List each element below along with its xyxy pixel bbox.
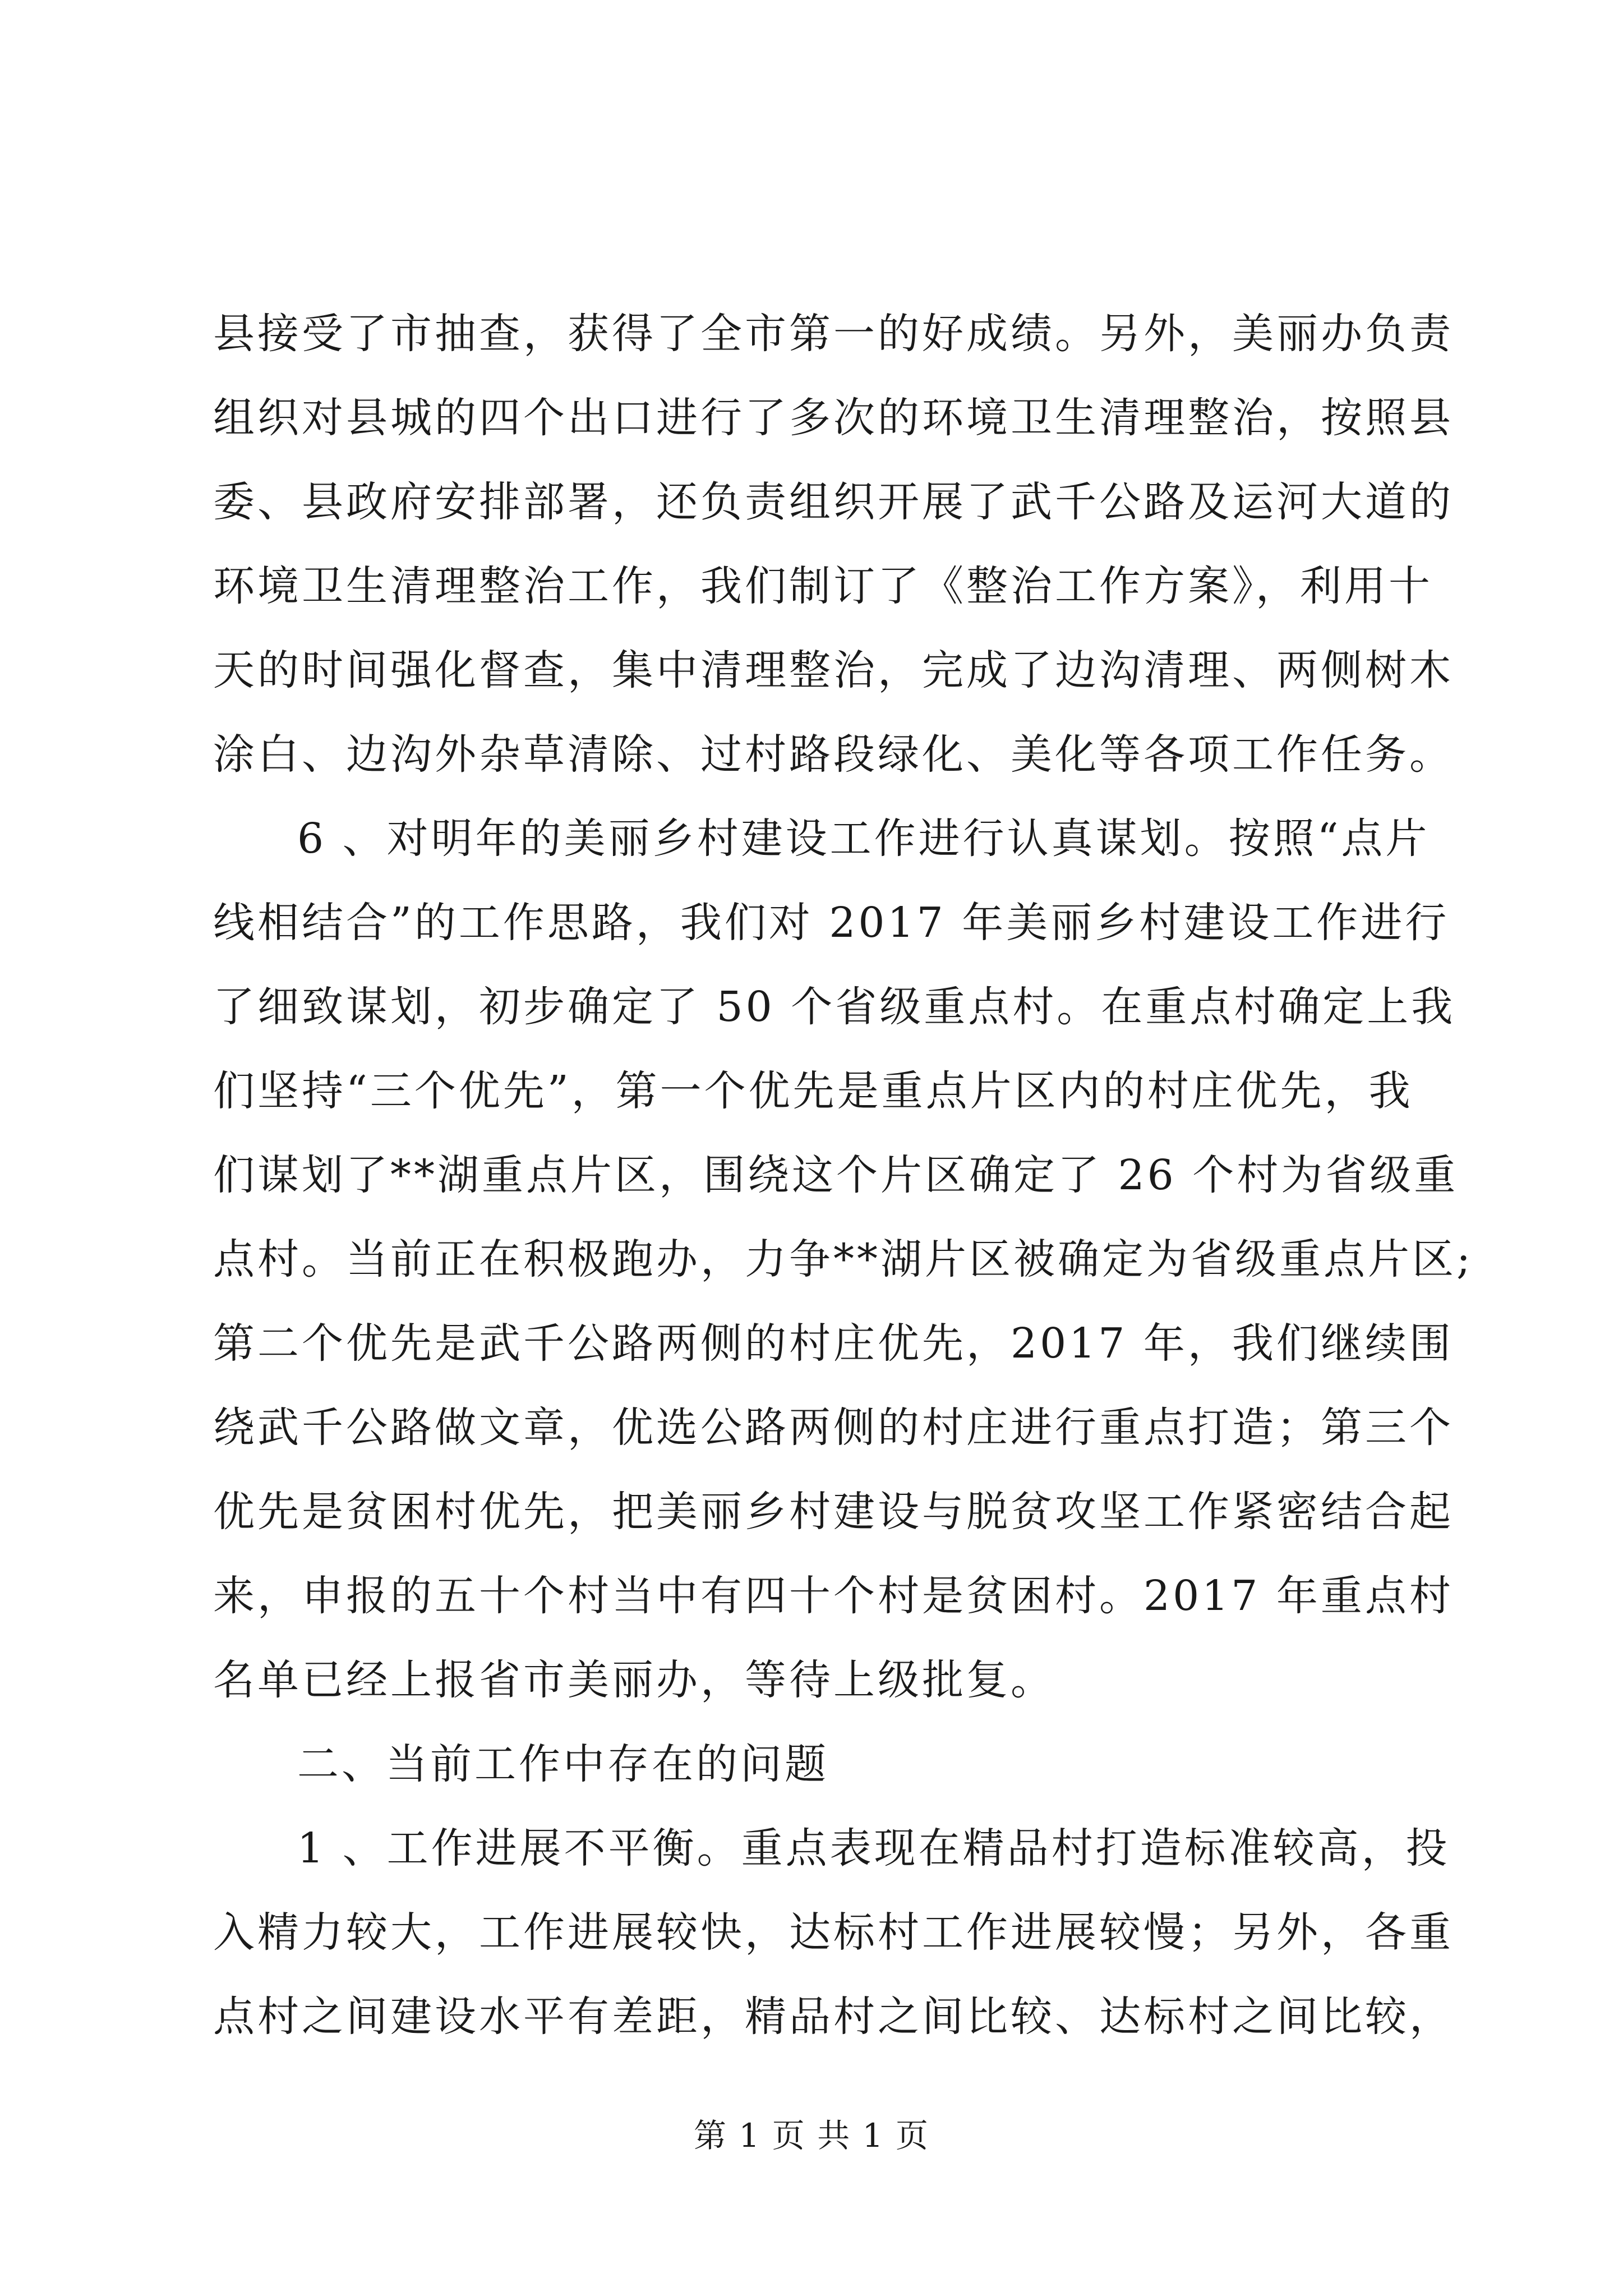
text-line: 委、县政府安排部署，还负责组织开展了武千公路及运河大道的 [213,478,1454,526]
text-line: 点村之间建设水平有差距，精品村之间比较、达标村之间比较， [213,1993,1454,2041]
text-line: 线相结合”的工作思路，我们对 2017 年美丽乡村建设工作进行 [213,899,1450,947]
text-line: 来，申报的五十个村当中有四十个村是贫困村。2017 年重点村 [213,1572,1454,1620]
text-line: 优先是贫困村优先，把美丽乡村建设与脱贫攻坚工作紧密结合起 [213,1488,1454,1536]
page-footer [0,2109,1623,2156]
text-line: 了细致谋划，初步确定了 50 个省级重点村。在重点村确定上我 [213,983,1456,1031]
text-line: 们谋划了**湖重点片区，围绕这个片区确定了 26 个村为省级重 [213,1151,1459,1199]
paragraph-item-6 [213,797,1473,1722]
text-line: 入精力较大，工作进展较快，达标村工作进展较慢；另外，各重 [213,1908,1454,1957]
text-line: 绕武千公路做文章，优选公路两侧的村庄进行重点打造；第三个 [213,1404,1454,1452]
text-line: 们坚持“三个优先”，第一个优先是重点片区内的村庄优先，我 [213,1067,1413,1115]
text-line: 县接受了市抽查，获得了全市第一的好成绩。另外，美丽办负责 [213,310,1454,358]
document-body [213,292,1473,2059]
paragraph-continuation [213,292,1454,797]
page-number-label: 第 1 页 共 1 页 [694,2116,929,2155]
text-line: 第二个优先是武千公路两侧的村庄优先，2017 年，我们继续围 [213,1319,1454,1368]
text-line: 环境卫生清理整治工作，我们制订了《整治工作方案》，利用十 [213,562,1433,610]
paragraph-item-1 [213,1806,1454,2059]
text-line: 天的时间强化督查，集中清理整治，完成了边沟清理、两侧树木 [213,646,1454,694]
heading-text: 二、当前工作中存在的问题 [297,1740,829,1788]
section-heading-2 [213,1722,1408,1806]
text-line: 名单已经上报省市美丽办，等待上级批复。 [213,1656,1055,1704]
text-line: 组织对县城的四个出口进行了多次的环境卫生清理整治，按照县 [213,394,1454,442]
text-line: 6 、对明年的美丽乡村建设工作进行认真谋划。按照“点片 [297,815,1430,863]
text-line: 1 、工作进展不平衡。重点表现在精品村打造标准较高，投 [297,1824,1450,1872]
text-line: 涂白、边沟外杂草清除、过村路段绿化、美化等各项工作任务。 [213,730,1454,779]
text-line: 点村。当前正在积极跑办，力争**湖片区被确定为省级重点片区; [213,1235,1473,1283]
